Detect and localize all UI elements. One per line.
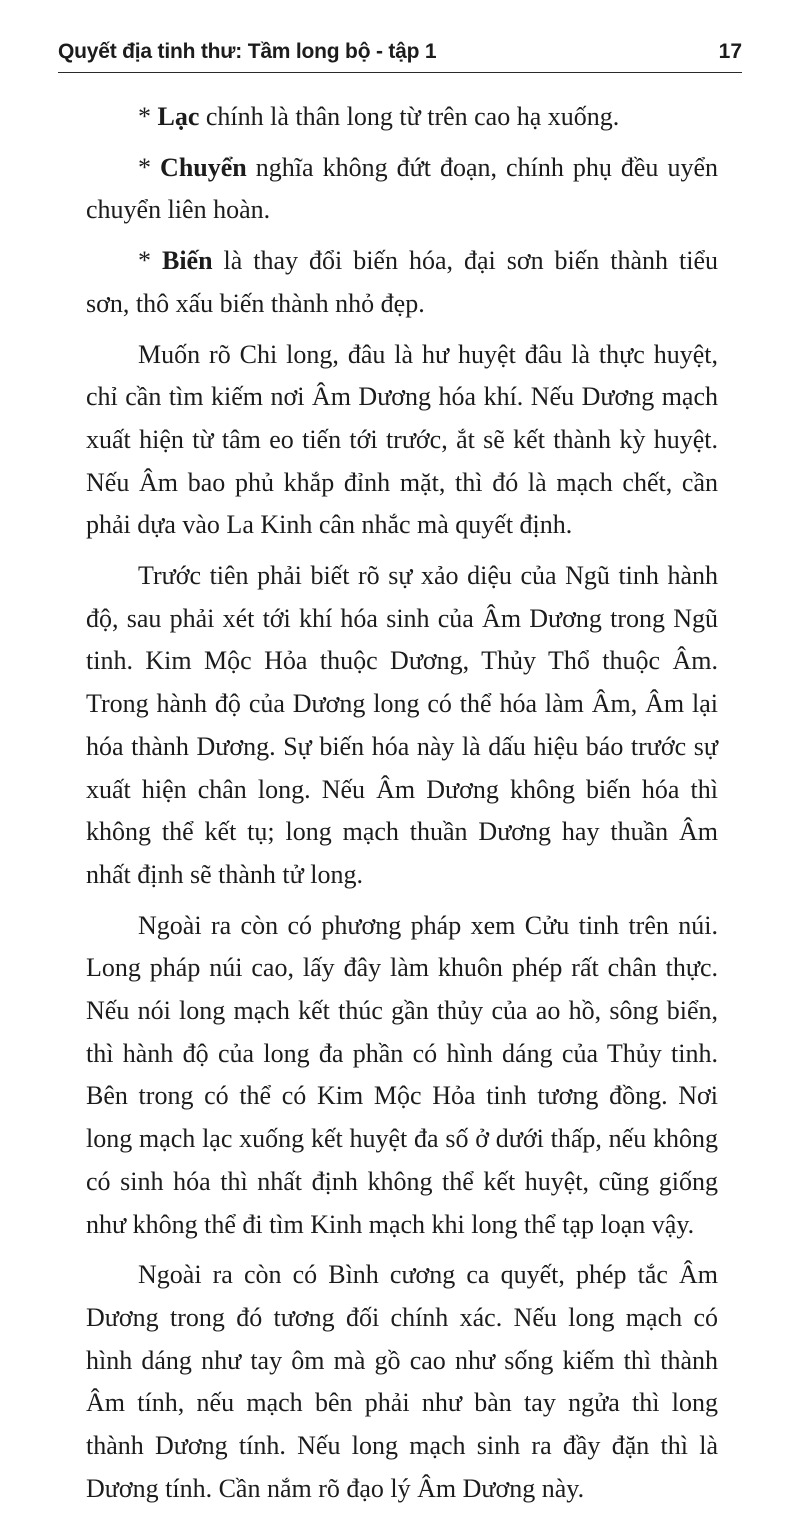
page-body	[86, 96, 718, 1519]
bullet-term: Biến	[161, 246, 213, 276]
bullet-text: nghĩa không đứt đoạn, chính phụ đều uyển chuyển liên hoàn.	[86, 152, 719, 225]
bullet-marker: *	[138, 246, 151, 276]
bullet-term: Lạc	[157, 102, 200, 131]
bullet-marker: *	[138, 102, 151, 131]
paragraph: Trước tiên phải biết rõ sự xảo diệu của Ngũ tinh hành độ, sau phải xét tới khí hóa sinh của Âm Dương trong Ngũ tinh. Kim Mộc Hỏa thuộc Dương, Thủy Thổ thuộc Âm. Trong hành độ của Dương long có thể hóa làm Âm, Âm lại hóa thành Dương. Sự biến hóa này là dấu hiệu báo trước sự xuất hiện chân long. Nếu Âm Dương không biến hóa thì không thể kết tụ; long mạch thuần Dương hay thuần Âm nhất định sẽ thành tử long.	[86, 561, 718, 889]
paragraph: Muốn rõ Chi long, đâu là hư huyệt đâu là thực huyệt, chỉ cần tìm kiếm nơi Âm Dương hóa khí. Nếu Dương mạch xuất hiện từ tâm eo tiến tới trước, ắt sẽ kết thành kỳ huyệt. Nếu Âm bao phủ khắp đỉnh mặt, thì đó là mạch chết, cần phải dựa vào La Kinh cân nhắc mà quyết định.	[86, 339, 718, 540]
bullet-lac	[86, 96, 718, 139]
bullet-chuyen	[86, 147, 718, 232]
running-header	[58, 38, 742, 73]
page-number: 17	[718, 40, 742, 63]
book-title: Quyết địa tinh thư: Tầm long bộ - tập 1	[58, 40, 437, 63]
bullet-bien	[86, 240, 718, 325]
bullet-term: Chuyển	[160, 152, 247, 182]
bullet-marker: *	[138, 152, 151, 182]
paragraph: Ngoài ra còn có Bình cương ca quyết, phép tắc Âm Dương trong đó tương đối chính xác. Nếu long mạch có hình dáng như tay ôm mà gồ cao như sống kiếm thì thành Âm tính, nếu mạch bên phải như bàn tay ngửa thì long thành Dương tính. Nếu long mạch sinh ra đầy đặn thì là Dương tính. Cần nắm rõ đạo lý Âm Dương này.	[86, 1260, 718, 1503]
paragraph: Ngoài ra còn có phương pháp xem Cửu tinh trên núi. Long pháp núi cao, lấy đây làm khuôn phép rất chân thực. Nếu nói long mạch kết thúc gần thủy của ao hồ, sông biển, thì hành độ của long đa phần có hình dáng của Thủy tinh. Bên trong có thể có Kim Mộc Hỏa tinh tương đồng. Nơi long mạch lạc xuống kết huyệt đa số ở dưới thấp, nếu không có sinh hóa thì nhất định không thể kết huyệt, cũng giống như không thể đi tìm Kinh mạch khi long thể tạp loạn vậy.	[86, 910, 718, 1239]
bullet-text: chính là thân long từ trên cao hạ xuống.	[199, 102, 620, 131]
bullet-text: là thay đổi biến hóa, đại sơn biến thành tiểu sơn, thô xấu biến thành nhỏ đẹp.	[86, 246, 719, 318]
